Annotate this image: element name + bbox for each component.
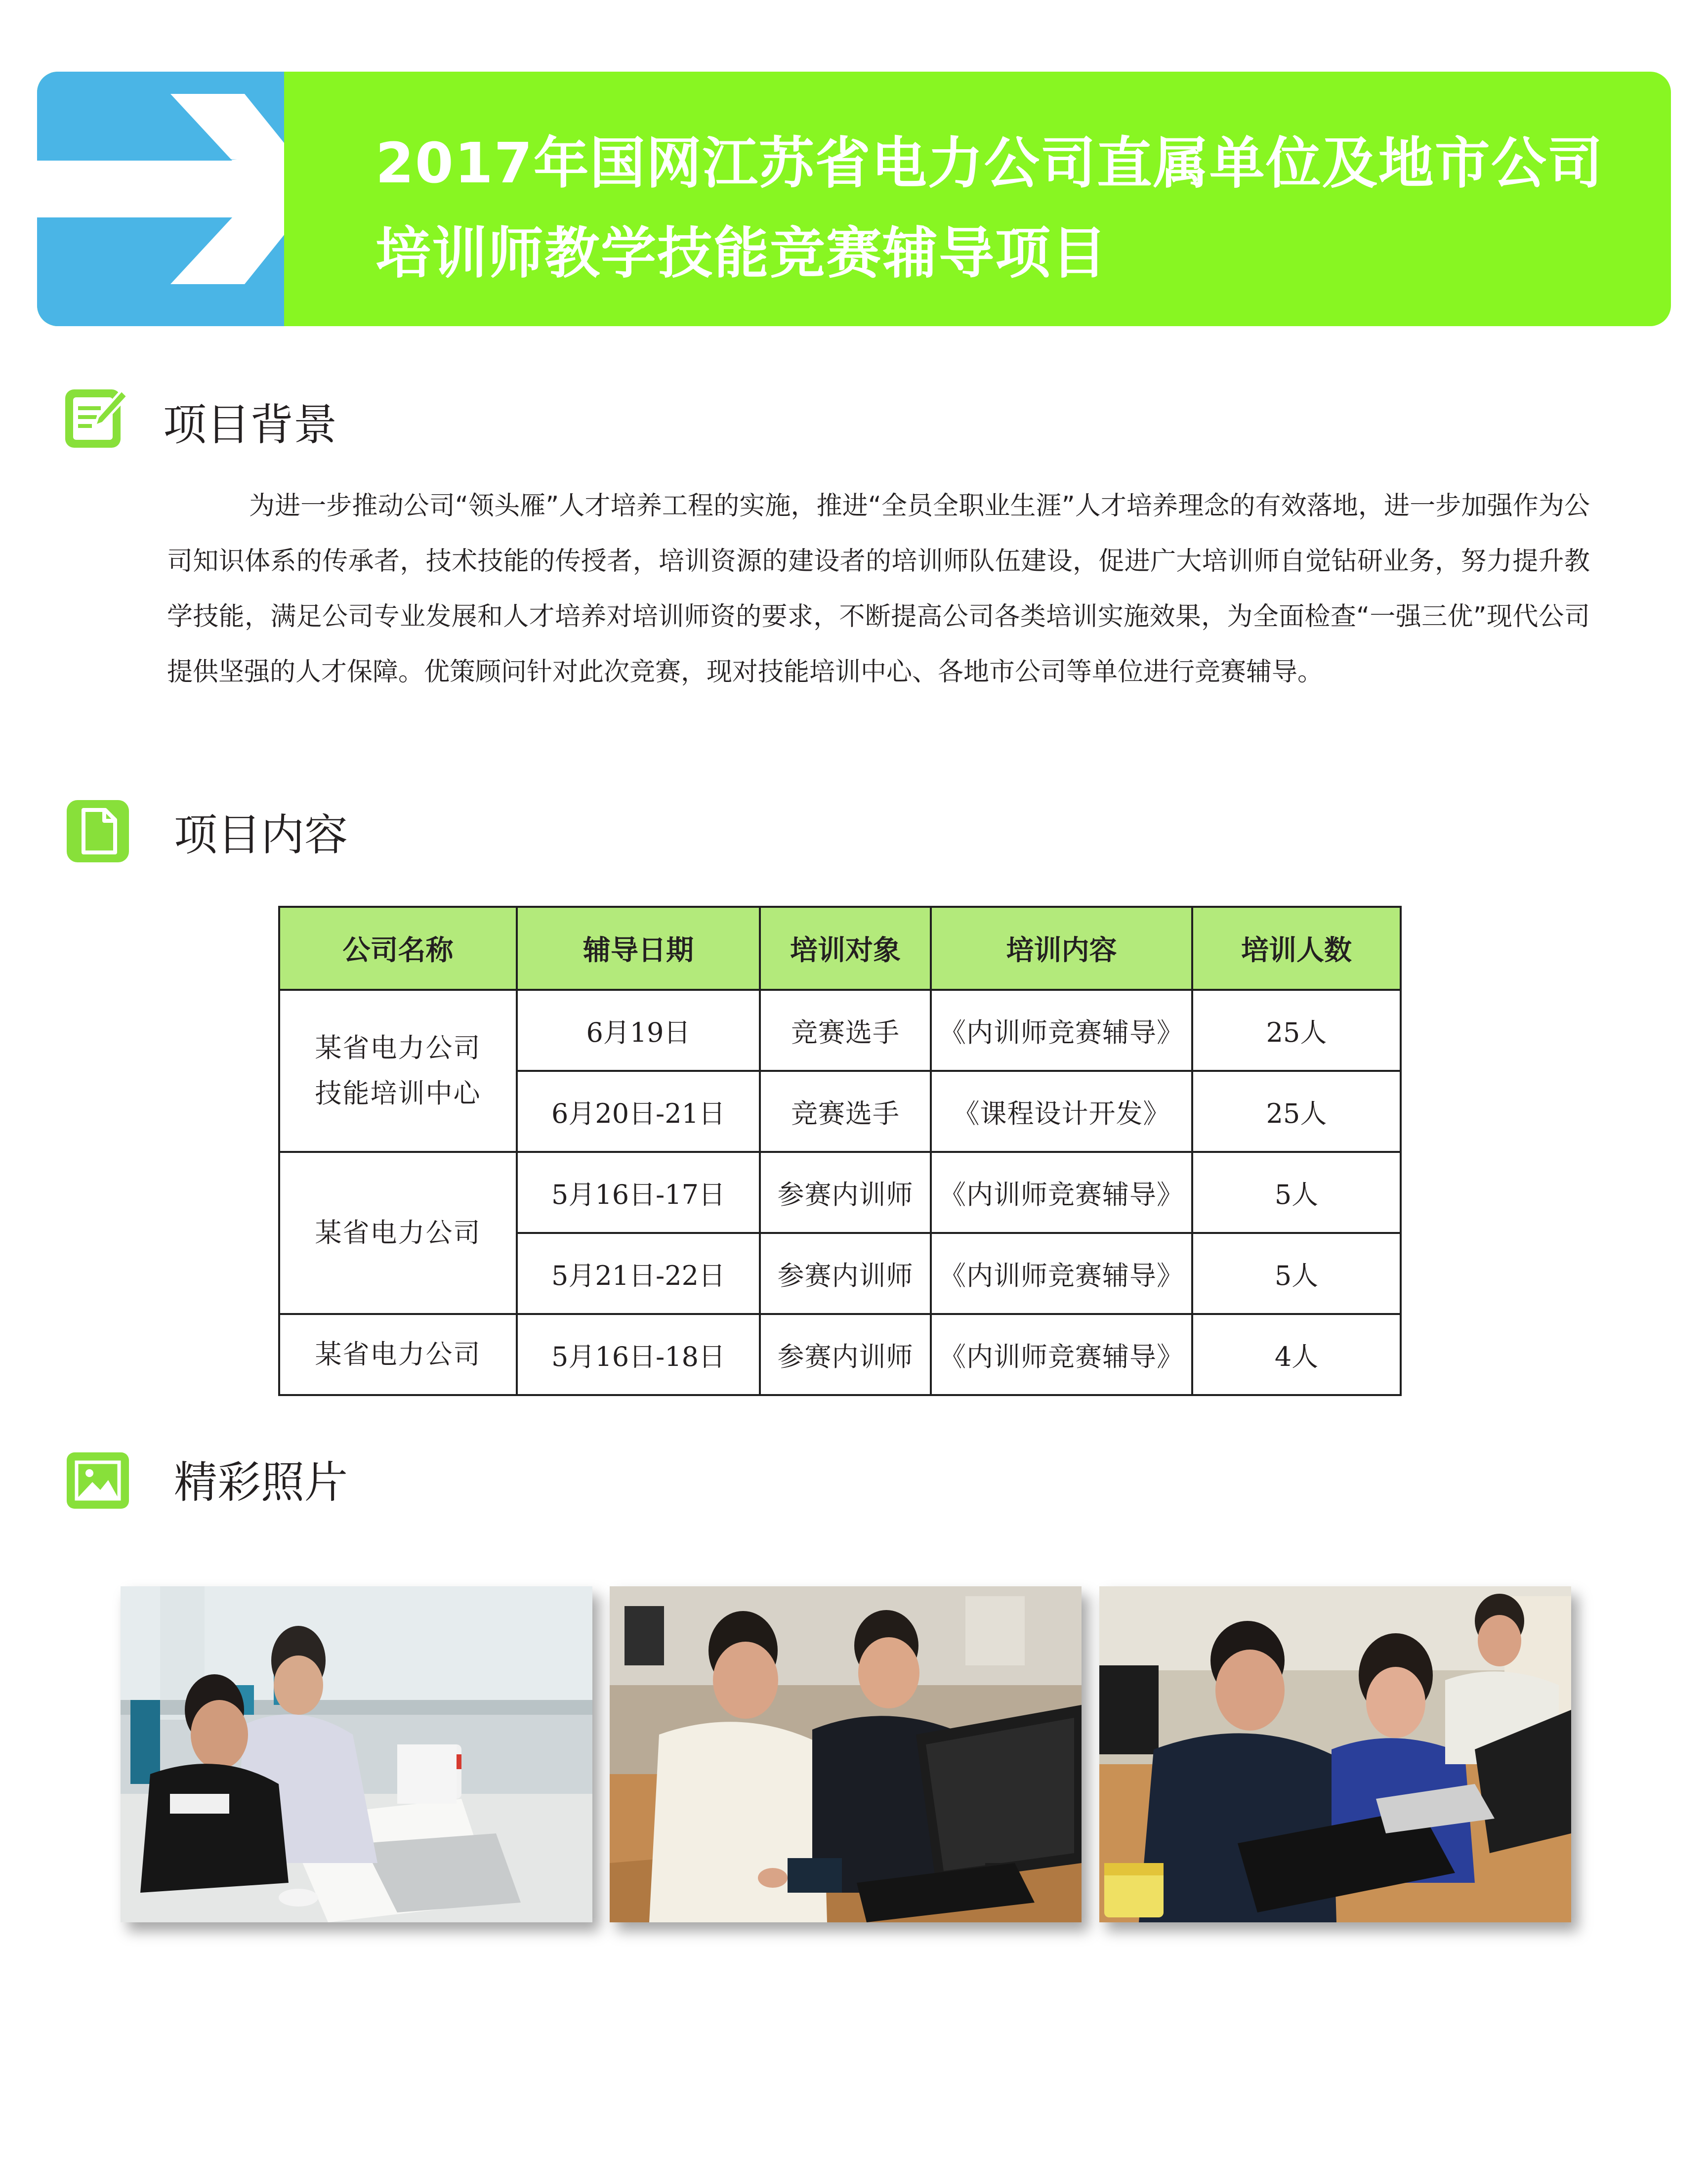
header-count: 培训人数	[1192, 907, 1401, 990]
cell-date: 5月16日-18日	[517, 1314, 760, 1395]
banner-title-line-1: 2017年国网江苏省电力公司直属单位及地市公司	[375, 131, 1604, 196]
photo-1	[121, 1586, 592, 1922]
document-icon	[66, 799, 130, 863]
cell-date: 5月21日-22日	[517, 1233, 760, 1314]
cell-target: 竞赛选手	[760, 1071, 931, 1152]
cell-content: 《内训师竞赛辅导》	[931, 1152, 1192, 1233]
photo-2-scene	[610, 1586, 1082, 1922]
title-banner	[37, 72, 1671, 326]
cell-count: 25人	[1192, 1071, 1401, 1152]
cell-count: 25人	[1192, 990, 1401, 1071]
cell-target: 参赛内训师	[760, 1152, 931, 1233]
header-target: 培训对象	[760, 907, 931, 990]
edit-document-icon	[63, 386, 127, 451]
cell-target: 参赛内训师	[760, 1233, 931, 1314]
background-paragraph: 为进一步推动公司“领头雁”人才培养工程的实施，推进“全员全职业生涯”人才培养理念的有效落地，进一步加强作为公司知识体系的传承者，技术技能的传授者，培训资源的建设者的培训师队伍建设，促进广大培训师自觉钻研业务，努力提升教学技能，满足公司专业发展和人才培养对培训师资的要求，不断提高公司各类培训实施效果，为全面检查“一强三优”现代公司提供坚强的人才保障。优策顾问针对此次竞赛，现对技能培训中心、各地市公司等单位进行竞赛辅导。	[167, 491, 1590, 687]
section-title-photos: 精彩照片	[174, 1457, 348, 1508]
table-header-row	[279, 907, 1401, 990]
table-row	[279, 990, 1401, 1071]
cell-date: 5月16日-17日	[517, 1152, 760, 1233]
cell-count: 4人	[1192, 1314, 1401, 1395]
cell-content: 《内训师竞赛辅导》	[931, 1233, 1192, 1314]
header-content: 培训内容	[931, 907, 1192, 990]
table-row	[279, 1152, 1401, 1233]
cell-date: 6月20日-21日	[517, 1071, 760, 1152]
section-title-background: 项目背景	[163, 399, 337, 450]
cell-count: 5人	[1192, 1152, 1401, 1233]
cell-content: 《课程设计开发》	[931, 1071, 1192, 1152]
image-icon	[66, 1451, 130, 1516]
section-title-content: 项目内容	[174, 809, 348, 860]
cell-content: 《内训师竞赛辅导》	[931, 990, 1192, 1071]
cell-target: 参赛内训师	[760, 1314, 931, 1395]
arrow-right-icon	[37, 72, 284, 326]
company-name-line-1: 某省电力公司	[315, 1032, 481, 1063]
cell-date: 6月19日	[517, 990, 760, 1071]
banner-title-line-2: 培训师教学技能竞赛辅导项目	[375, 221, 1108, 286]
company-name-line-2: 技能培训中心	[315, 1078, 481, 1109]
training-table	[278, 906, 1402, 1396]
header-date: 辅导日期	[517, 907, 760, 990]
company-name-line-1: 某省电力公司	[315, 1339, 481, 1370]
cell-content: 《内训师竞赛辅导》	[931, 1314, 1192, 1395]
cell-target: 竞赛选手	[760, 990, 931, 1071]
banner-title	[375, 119, 1640, 298]
header-company: 公司名称	[279, 907, 517, 990]
company-name-line-1: 某省电力公司	[315, 1217, 481, 1248]
cell-company	[279, 1152, 517, 1314]
photo-2	[610, 1586, 1082, 1922]
cell-count: 5人	[1192, 1233, 1401, 1314]
cell-company	[279, 1314, 517, 1395]
table-row	[279, 1314, 1401, 1395]
cell-company	[279, 990, 517, 1152]
photo-3-scene	[1099, 1586, 1571, 1922]
photo-3	[1099, 1586, 1571, 1922]
photo-1-scene	[121, 1586, 592, 1922]
